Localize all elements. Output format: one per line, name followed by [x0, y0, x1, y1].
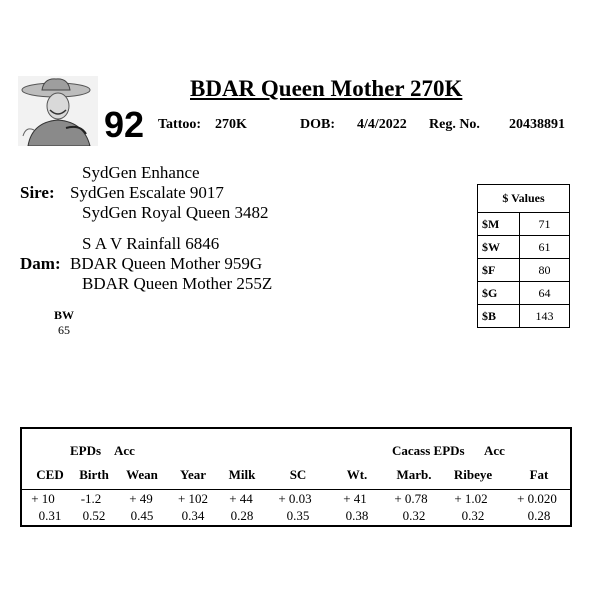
sire-dam: SydGen Royal Queen 3482	[82, 203, 269, 222]
acc-value: 0.45	[130, 508, 154, 523]
dam-name: BDAR Queen Mother 959G	[70, 254, 263, 273]
carcass-acc-label: Acc	[484, 443, 505, 458]
value-key: $F	[478, 259, 520, 282]
epd-value: + 41	[343, 491, 367, 506]
acc-value: 0.28	[230, 508, 254, 523]
bw-label: BW	[54, 308, 75, 322]
col-header: SC	[289, 467, 307, 482]
reg-value: 20438891	[509, 117, 565, 132]
acc-value: 0.32	[402, 508, 426, 523]
value-number: 61	[520, 236, 570, 259]
col-header: Ribeye	[453, 467, 493, 482]
epd-value: + 44	[229, 491, 253, 506]
dob-value: 4/4/2022	[357, 117, 407, 132]
col-header: Year	[180, 467, 206, 482]
header-divider	[22, 489, 570, 490]
sire-sire: SydGen Enhance	[82, 163, 200, 182]
animal-name-title: BDAR Queen Mother 270K	[190, 76, 463, 101]
value-number: 64	[520, 282, 570, 305]
dam-label: Dam:	[20, 254, 61, 273]
value-number: 143	[520, 305, 570, 328]
table-row	[478, 236, 570, 259]
col-header: Wt.	[346, 467, 368, 482]
epd-value: -1.2	[80, 491, 102, 506]
sire-name: SydGen Escalate 9017	[70, 183, 224, 202]
dollar-values-header: $ Values	[478, 185, 570, 213]
carcass-epds-label: Cacass EPDs	[392, 443, 465, 458]
epd-table	[20, 427, 572, 527]
value-key: $M	[478, 213, 520, 236]
acc-value: 0.52	[82, 508, 106, 523]
epd-value: + 49	[129, 491, 153, 506]
table-row	[478, 282, 570, 305]
epds-section-label: EPDs	[70, 443, 102, 458]
acc-value: 0.31	[38, 508, 62, 523]
epd-value: + 1.02	[454, 491, 488, 506]
dam-sire: S A V Rainfall 6846	[82, 234, 220, 253]
reg-label: Reg. No.	[429, 117, 480, 132]
acc-value: 0.35	[286, 508, 310, 523]
lot-number: 92	[104, 104, 145, 145]
value-number: 80	[520, 259, 570, 282]
epd-value: + 102	[177, 491, 209, 506]
epd-value: + 10	[31, 491, 55, 506]
value-key: $G	[478, 282, 520, 305]
epd-value: + 0.03	[278, 491, 312, 506]
value-number: 71	[520, 213, 570, 236]
acc-value: 0.38	[345, 508, 369, 523]
epd-value: + 0.78	[394, 491, 428, 506]
value-key: $W	[478, 236, 520, 259]
tattoo-label: Tattoo:	[158, 117, 202, 132]
col-header: Milk	[228, 467, 256, 482]
epd-value: + 0.020	[517, 491, 557, 506]
value-key: $B	[478, 305, 520, 328]
col-header: Fat	[529, 467, 549, 482]
bw-value: 65	[58, 323, 70, 337]
dob-label: DOB:	[300, 117, 335, 132]
acc-value: 0.28	[527, 508, 551, 523]
table-row	[478, 213, 570, 236]
acc-value: 0.32	[461, 508, 485, 523]
col-header: Birth	[79, 467, 109, 482]
dam-dam: BDAR Queen Mother 255Z	[82, 274, 273, 293]
sire-label: Sire:	[20, 183, 55, 202]
cowboy-portrait-logo	[18, 76, 98, 146]
dollar-values-table	[477, 184, 570, 328]
col-header: Marb.	[396, 467, 432, 482]
acc-value: 0.34	[181, 508, 205, 523]
table-row	[478, 305, 570, 328]
epds-acc-label: Acc	[114, 443, 135, 458]
col-header: Wean	[126, 467, 158, 482]
table-row	[478, 259, 570, 282]
tattoo-value: 270K	[215, 117, 247, 132]
col-header: CED	[36, 467, 64, 482]
